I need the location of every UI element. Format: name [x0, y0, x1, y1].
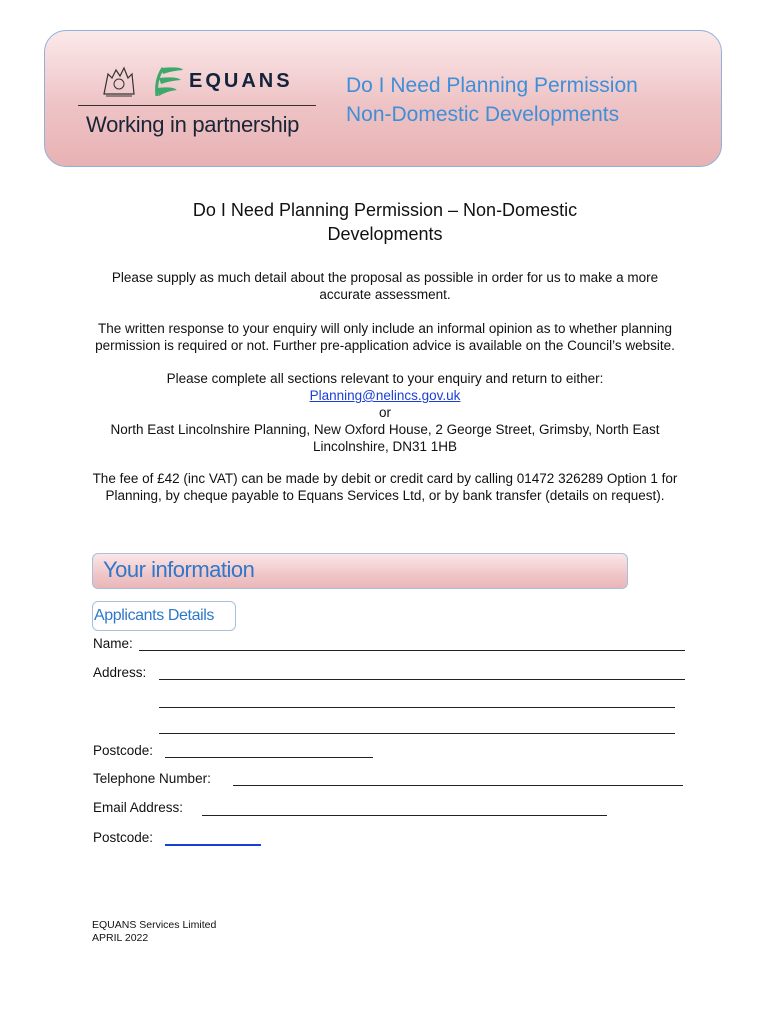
logo-divider — [78, 105, 316, 106]
telephone-label: Telephone Number: — [93, 771, 211, 786]
name-field[interactable] — [139, 650, 685, 651]
banner-title — [346, 71, 638, 129]
return-paragraph — [40, 370, 730, 455]
address-field-line3[interactable] — [159, 733, 675, 734]
banner-title-line2: Non-Domestic Developments — [346, 103, 620, 126]
subsection-title: Applicants Details — [94, 607, 214, 624]
postcode2-field[interactable] — [165, 844, 261, 846]
complete-line: Please complete all sections relevant to your enquiry and return to either: — [166, 371, 604, 386]
tagline: Working in partnership — [86, 112, 300, 137]
header-banner — [44, 30, 722, 167]
council-crest-icon — [100, 64, 138, 98]
name-label: Name: — [93, 636, 133, 651]
intro-paragraph — [40, 269, 730, 303]
document-title-line2: Developments — [327, 224, 443, 244]
email-field[interactable] — [202, 815, 607, 816]
footer-date: APRIL 2022 — [92, 932, 149, 944]
section-your-information — [92, 553, 628, 589]
subsection-applicants-details — [92, 601, 236, 631]
intro-line2: accurate assessment. — [319, 287, 451, 302]
fee-paragraph — [40, 470, 730, 504]
or-text: or — [378, 405, 391, 420]
section-title: Your information — [103, 557, 255, 582]
footer-company: EQUANS Services Limited — [92, 919, 217, 931]
address-line2: Lincolnshire, DN31 1HB — [312, 439, 458, 454]
postcode-label: Postcode: — [93, 743, 154, 758]
response-paragraph — [40, 320, 730, 354]
response-line2: permission is required or not. Further pre-application advice is available on the Council’s website. — [95, 338, 675, 353]
logo-area — [78, 61, 318, 141]
fee-line1: The fee of £42 (inc VAT) can be made by debit or credit card by calling 01472 326289 Option 1 for — [92, 471, 678, 486]
document-title-line1: Do I Need Planning Permission – Non-Domestic — [192, 200, 578, 220]
planning-email-link[interactable]: Planning@nelincs.gov.uk — [309, 388, 461, 403]
telephone-field[interactable] — [233, 785, 683, 786]
banner-title-line1: Do I Need Planning Permission — [346, 74, 638, 97]
brand-name: EQUANS — [189, 70, 293, 92]
footer — [92, 919, 216, 945]
postcode-field[interactable] — [165, 757, 373, 758]
response-line1: The written response to your enquiry will only include an informal opinion as to whether planning — [97, 321, 673, 336]
document-title — [90, 198, 680, 246]
equans-logo-icon — [151, 64, 185, 98]
address-field-line2[interactable] — [159, 707, 675, 708]
fee-line2: Planning, by cheque payable to Equans Services Ltd, or by bank transfer (details on request). — [105, 488, 665, 503]
address-field-line1[interactable] — [159, 679, 685, 680]
intro-line1: Please supply as much detail about the proposal as possible in order for us to make a more — [111, 270, 659, 285]
address-line1: North East Lincolnshire Planning, New Oxford House, 2 George Street, Grimsby, North East — [110, 422, 660, 437]
address-label: Address: — [93, 665, 147, 680]
postcode2-label: Postcode: — [93, 830, 154, 845]
email-label: Email Address: — [93, 800, 184, 815]
